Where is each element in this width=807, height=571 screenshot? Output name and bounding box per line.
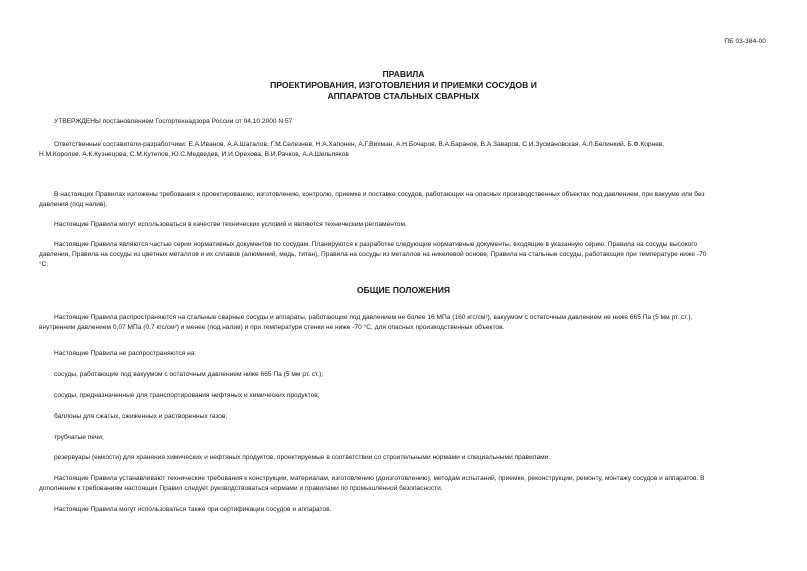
- exclusion-item-2-text: сосуды, предназначенные для транспортирования нефтяных и химических продуктов;: [54, 392, 320, 399]
- authors-paragraph: [39, 140, 769, 160]
- intro-paragraph-1: [39, 190, 769, 210]
- exclusion-item-3-text: баллоны для сжатых, сжиженных и растворенных газов;: [54, 413, 228, 420]
- title-line-2: ПРОЕКТИРОВАНИЯ, ИЗГОТОВЛЕНИЯ И ПРИЕМКИ СОСУДОВ И: [270, 80, 537, 90]
- authors-line-2: Н.М.Королев, А.К.Кузнецова, С.М.Кутепов, Ю.С.Медведев, И.И.Орехова, В.И.Рачков, А.А.Шельпяков: [39, 151, 349, 158]
- document-title: [0, 69, 807, 102]
- general-p3-line-2: дополнение к требованиям настоящих Правил следует руководствоваться нормами и правилами по промышленной безопасности.: [39, 485, 443, 492]
- exclusion-item-4-text: трубчатые печи;: [54, 434, 104, 441]
- authors-line-1: Ответственные составители-разработчики: Е.А.Иванов, А.А.Шаталов, Г.М.Селезнев, Н.А.Хапонен, А.Г.Вихман, А.Н.Бочаров, В.А.Баранов, В.А.Заваров, С.И.Зусмановская, А.Л.Белинкий, Б.Ф.Корнев,: [54, 141, 665, 148]
- intro-p3-line-2: давления, Правила на сосуды из цветных металлов и их сплавов (алюминий, медь, титан), Правила на сосуды из металлов на никелевой основе, Правила на стальные сосуды, работающие при температуре ниже -70: [39, 251, 707, 258]
- approval-paragraph: [39, 117, 769, 127]
- exclusion-item-1: [39, 370, 769, 380]
- general-p4-text: Настоящие Правила могут использоваться также при сертификации сосудов и аппаратов.: [54, 506, 332, 513]
- intro-p3-line-3: °С.: [39, 261, 49, 268]
- intro-paragraph-2: [39, 220, 769, 230]
- title-line-3: АППАРАТОВ СТАЛЬНЫХ СВАРНЫХ: [327, 91, 480, 101]
- exclusion-item-2: [39, 391, 769, 401]
- intro-p2-text: Настоящие Правила могут использоваться в качестве технических условий и являются техническим регламентом.: [54, 221, 407, 228]
- intro-paragraph-3: [39, 240, 769, 270]
- general-p2-text: Настоящие Правила не распространяются на:: [54, 350, 197, 357]
- title-line-1: ПРАВИЛА: [382, 69, 425, 79]
- intro-p1-line-2: давления (под налив).: [39, 201, 108, 208]
- general-p1-line-1: Настоящие Правила распространяются на стальные сварные сосуды и аппараты, работающие под давлением не более 16 МПа (160 кгс/см²), вакуумом с остаточным давлением не ниже 665 Па (5 мм рт. ст.),: [54, 314, 693, 321]
- section-heading: ОБЩИЕ ПОЛОЖЕНИЯ: [356, 285, 451, 295]
- exclusion-item-1-text: сосуды, работающие под вакуумом с остаточным давлением ниже 665 Па (5 мм рт. ст.);: [54, 371, 324, 378]
- general-paragraph-2: [39, 349, 769, 359]
- exclusion-item-4: [39, 433, 769, 443]
- intro-p1-line-1: В настоящих Правилах изложены требования к проектированию, изготовлению, контролю, приемке и поставке сосудов, работающих на опасных производственных объектах под давлением, при вакууме или без: [54, 191, 705, 198]
- approval-text: УТВЕРЖДЕНЫ постановлением Госгортехнадзора России от 04.10.2000 N 57: [54, 118, 293, 125]
- general-paragraph-1: [39, 313, 769, 333]
- general-p1-line-2: внутренним давлением 0,07 МПа (0,7 кгс/см²) и менее (под налив) и при температуре стенки не ниже -70 °С, для опасных производственных объектов.: [39, 324, 505, 331]
- document-code: ПБ 03-384-00: [724, 38, 766, 45]
- exclusion-item-5: [39, 453, 769, 463]
- general-p3-line-1: Настоящие Правила устанавливают технические требования к конструкции, материалам, изготовлению (доизготовлению), методам испытаний, приемке, реконструкции, ремонту, монтажу сосудов и аппаратов. В: [54, 475, 705, 482]
- exclusion-item-5-text: резервуары (емкости) для хранения химических и нефтяных продуктов, проектируемые в соответствии со строительными нормами и специальными правилами.: [54, 454, 551, 461]
- intro-p3-line-1: Настоящие Правила являются частью серии нормативных документов по сосудам. Планируются к разработке следующие нормативные документы, входящие в указанную серию: Правила на сосуды высокого: [54, 241, 698, 248]
- exclusion-item-3: [39, 412, 769, 422]
- general-paragraph-4: [39, 505, 769, 515]
- general-paragraph-3: [39, 474, 769, 494]
